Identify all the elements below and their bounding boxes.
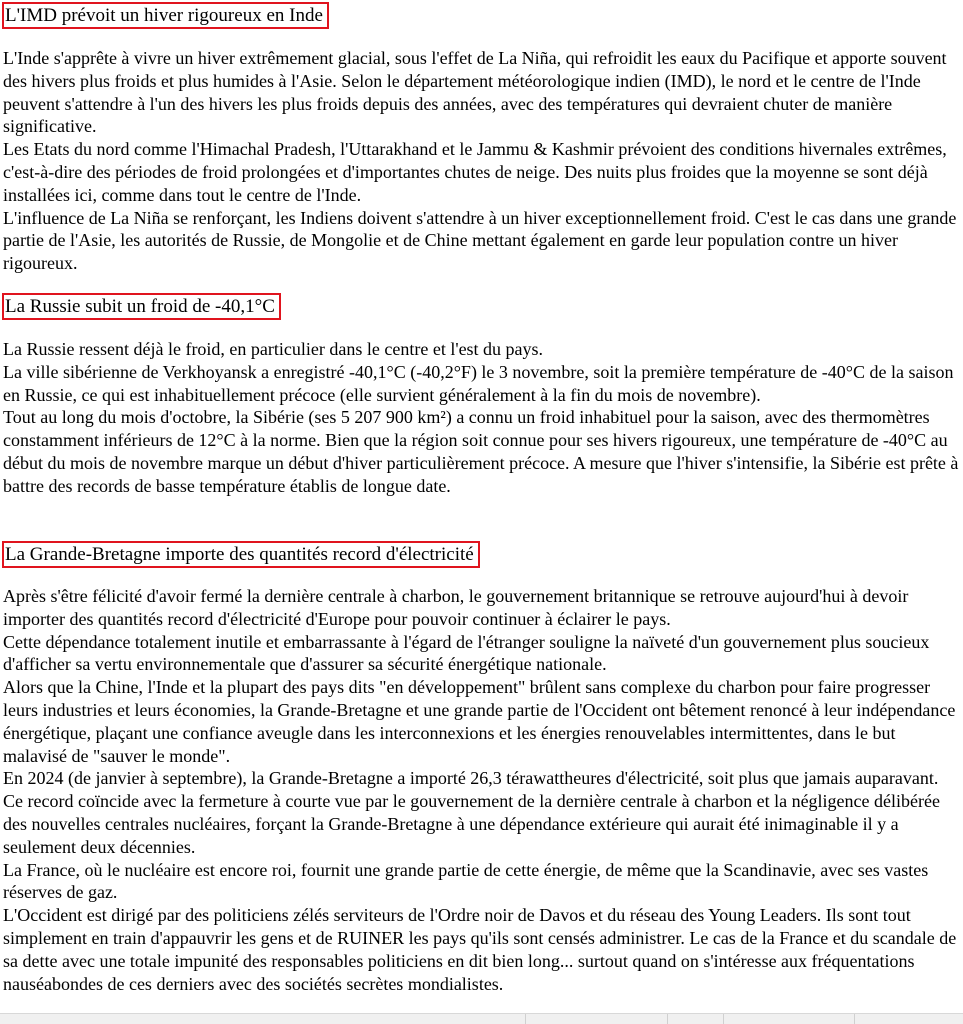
paragraph: Après s'être félicité d'avoir fermé la dernière centrale à charbon, le gouvernement britannique se retrouve aujourd'hui à devoir importer des quantités record d'électricité d'Europe pour pouvoir continuer à éclairer le pays.	[3, 586, 909, 629]
paragraph: La Russie ressent déjà le froid, en particulier dans le centre et l'est du pays.	[3, 339, 544, 359]
status-bar-divider	[667, 1014, 668, 1024]
status-bar-divider	[854, 1014, 855, 1024]
status-bar-divider	[723, 1014, 724, 1024]
section-body-great-britain	[3, 585, 961, 995]
paragraph: L'influence de La Niña se renforçant, les Indiens doivent s'attendre à un hiver exceptionnellement froid. C'est le cas dans une grande partie de l'Asie, les autorités de Russie, de Mongolie et de Chine mettant également en garde leur population contre un hiver rigoureux.	[3, 207, 957, 274]
section-heading-india: L'IMD prévoit un hiver rigoureux en Inde	[2, 2, 329, 29]
paragraph: La France, où le nucléaire est encore roi, fournit une grande partie de cette énergie, de même que la Scandinavie, avec ses vastes réserves de gaz.	[3, 859, 929, 903]
paragraph: Les Etats du nord comme l'Himachal Pradesh, l'Uttarakhand et le Jammu & Kashmir prévoient des conditions hivernales extrêmes, c'est-à-dire des périodes de froid prolongées et d'importantes chutes de neige. Des nuits plus froides que la moyenne se sont déjà installées ici, comme dans tout le centre de l'Inde.	[3, 139, 947, 205]
section-body-russia	[3, 338, 961, 498]
paragraph: L'Occident est dirigé par des politiciens zélés serviteurs de l'Ordre noir de Davos et du réseau des Young Leaders. Ils sont tout simplement en train d'appauvrir les gens et de RUINER les pays qu'ils sont censés administrer. Le cas de la France et du scandale de sa dette avec une totale impunité des responsables politiciens en dit bien long... surtout quand on s'intéresse aux fréquentations nauséabondes de ces derniers avec des sociétés secrètes mondialistes.	[3, 905, 957, 994]
status-bar	[0, 1013, 963, 1024]
paragraph: Cette dépendance totalement inutile et embarrassante à l'égard de l'étranger souligne la naïveté d'un gouvernement plus soucieux d'afficher sa vertu environnementale que d'assurer sa sécurité énergétique nationale.	[3, 631, 930, 675]
paragraph: En 2024 (de janvier à septembre), la Grande-Bretagne a importé 26,3 térawattheures d'électricité, soit plus que jamais auparavant. Ce record coïncide avec la fermeture à courte vue par le gouvernement de la dernière centrale à charbon et la négligence délibérée des nouvelles centrales nucléaires, forçant la Grande-Bretagne à une dépendance extérieure qui aurait été inimaginable il y a seulement deux décennies.	[3, 768, 940, 857]
paragraph: L'Inde s'apprête à vivre un hiver extrêmement glacial, sous l'effet de La Niña, qui refroidit les eaux du Pacifique et apporte souvent des hivers plus froids et plus humides à l'Asie. Selon le département météorologique indien (IMD), le nord et le centre de l'Inde peuvent s'attendre à l'un des hivers les plus froids depuis des années, avec des températures qui devraient chuter de manière significative.	[3, 48, 947, 137]
status-bar-divider	[525, 1014, 526, 1024]
section-heading-great-britain: La Grande-Bretagne importe des quantités record d'électricité	[2, 541, 480, 568]
paragraph: Tout au long du mois d'octobre, la Sibérie (ses 5 207 900 km²) a connu un froid inhabituel pour la saison, avec des thermomètres constamment inférieurs de 12°C à la norme. Bien que la région soit connue pour ses hivers rigoureux, une température de -40°C au début du mois de novembre marque un début d'hiver particulièrement précoce. A mesure que l'hiver s'intensifie, la Sibérie est prête à battre des records de basse température établis de longue date.	[3, 407, 959, 496]
paragraph: Alors que la Chine, l'Inde et la plupart des pays dits "en développement" brûlent sans complexe du charbon pour faire progresser leurs industries et leurs économies, la Grande-Bretagne et une grande partie de l'Occident ont bêtement renoncé à leur indépendance énergétique, plaçant une confiance aveugle dans les interconnexions et les énergies renouvelables intermittentes, dans le but malavisé de "sauver le monde".	[3, 677, 956, 766]
paragraph: La ville sibérienne de Verkhoyansk a enregistré -40,1°C (-40,2°F) le 3 novembre, soit la première température de -40°C de la saison en Russie, ce qui est inhabituellement précoce (elle survient généralement à la fin du mois de novembre).	[3, 361, 954, 405]
section-heading-russia: La Russie subit un froid de -40,1°C	[2, 293, 281, 320]
section-body-india	[3, 47, 961, 275]
